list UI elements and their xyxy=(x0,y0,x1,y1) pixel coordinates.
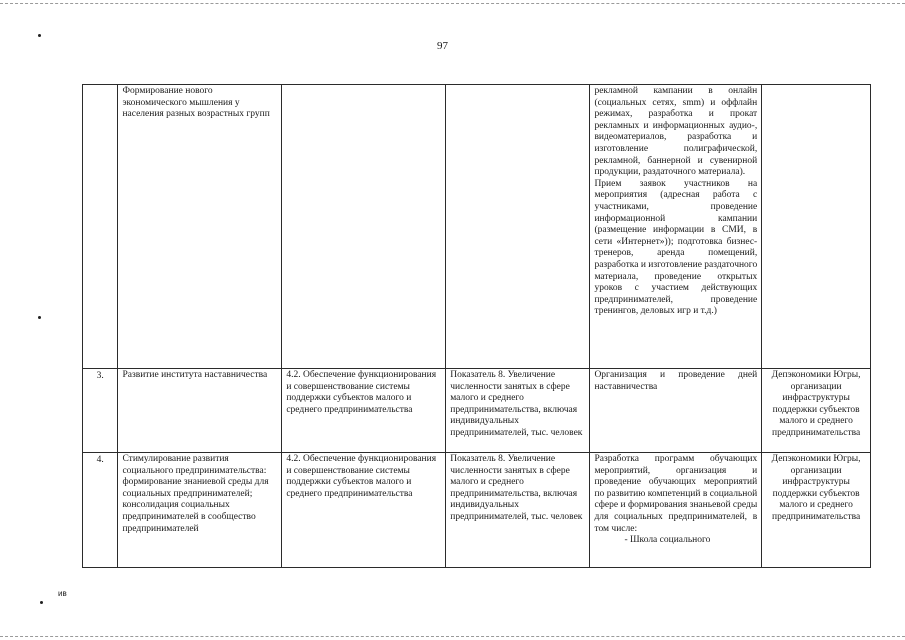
row-number xyxy=(83,85,118,369)
event-cell xyxy=(282,85,446,369)
action-paragraph: Организация и проведение дней наставничества xyxy=(594,370,758,392)
task-cell: Стимулирование развития социального предпринимательства: формирование знаниевой среды для социальных предпринимателей; консолидация социальных предпринимателей в сообщество предпринимателей xyxy=(118,453,282,568)
action-cell xyxy=(590,453,762,568)
table-row xyxy=(83,453,871,568)
action-paragraph: Разработка программ обучающих мероприятий, организация и проведение обучающих мероприятий по развитию компетенций в социальной сфере и формирования знаньевой среды для социальных предпринимателей, в том числе: xyxy=(594,454,758,534)
measures-table xyxy=(82,84,871,568)
action-paragraph: рекламной кампании в онлайн (социальных сетях, smm) и оффлайн режимах, разработка и прокат рекламных и информационных аудио-, видеоматериалов, разработка и изготовление полиграфической, рекламной, баннерной и сувенирной продукции, раздаточного материала). xyxy=(594,86,758,178)
action-paragraph: - Школа социального xyxy=(624,535,711,546)
scan-speck xyxy=(40,601,43,604)
task-cell: Развитие института наставничества xyxy=(118,369,282,453)
indicator-cell xyxy=(446,85,590,369)
scan-speck xyxy=(38,316,41,319)
table-row xyxy=(83,85,871,369)
responsible-cell xyxy=(762,85,871,369)
event-cell: 4.2. Обеспечение функционирования и совершенствование системы поддержки субъектов малого и среднего предпринимательства xyxy=(282,453,446,568)
task-cell: Формирование нового экономического мышления у населения разных возрастных групп xyxy=(118,85,282,369)
table-row xyxy=(83,369,871,453)
indicator-cell: Показатель 8. Увеличение численности занятых в сфере малого и среднего предпринимательства, включая индивидуальных предпринимателей, тыс. человек xyxy=(446,453,590,568)
action-paragraph: Прием заявок участников на мероприятия (адресная работа с участниками, проведение информационной кампании (размещение информации в СМИ, в сети «Интернет»)); подготовка бизнес-тренеров, аренда помещений, разработка и изготовление раздаточного материала, проведение открытых уроков с участием действующих предпринимателей, проведение тренингов, деловых игр и т.д.) xyxy=(594,178,758,317)
scan-edge-bottom xyxy=(0,636,905,637)
action-cell xyxy=(590,369,762,453)
row-number: 3. xyxy=(83,369,118,453)
indicator-cell: Показатель 8. Увеличение численности занятых в сфере малого и среднего предпринимательства, включая индивидуальных предпринимателей, тыс. человек xyxy=(446,369,590,453)
row-number: 4. xyxy=(83,453,118,568)
responsible-cell: Депэкономики Югры, организации инфраструктуры поддержки субъектов малого и среднего предпринимательства xyxy=(762,369,871,453)
event-cell: 4.2. Обеспечение функционирования и совершенствование системы поддержки субъектов малого и среднего предпринимательства xyxy=(282,369,446,453)
footer-mark: ив xyxy=(58,589,67,598)
scan-speck xyxy=(38,34,41,37)
responsible-cell: Депэкономики Югры, организации инфраструктуры поддержки субъектов малого и среднего предпринимательства xyxy=(762,453,871,568)
action-cell xyxy=(590,85,762,369)
scan-edge-top xyxy=(0,3,905,4)
page-number: 97 xyxy=(437,40,448,52)
